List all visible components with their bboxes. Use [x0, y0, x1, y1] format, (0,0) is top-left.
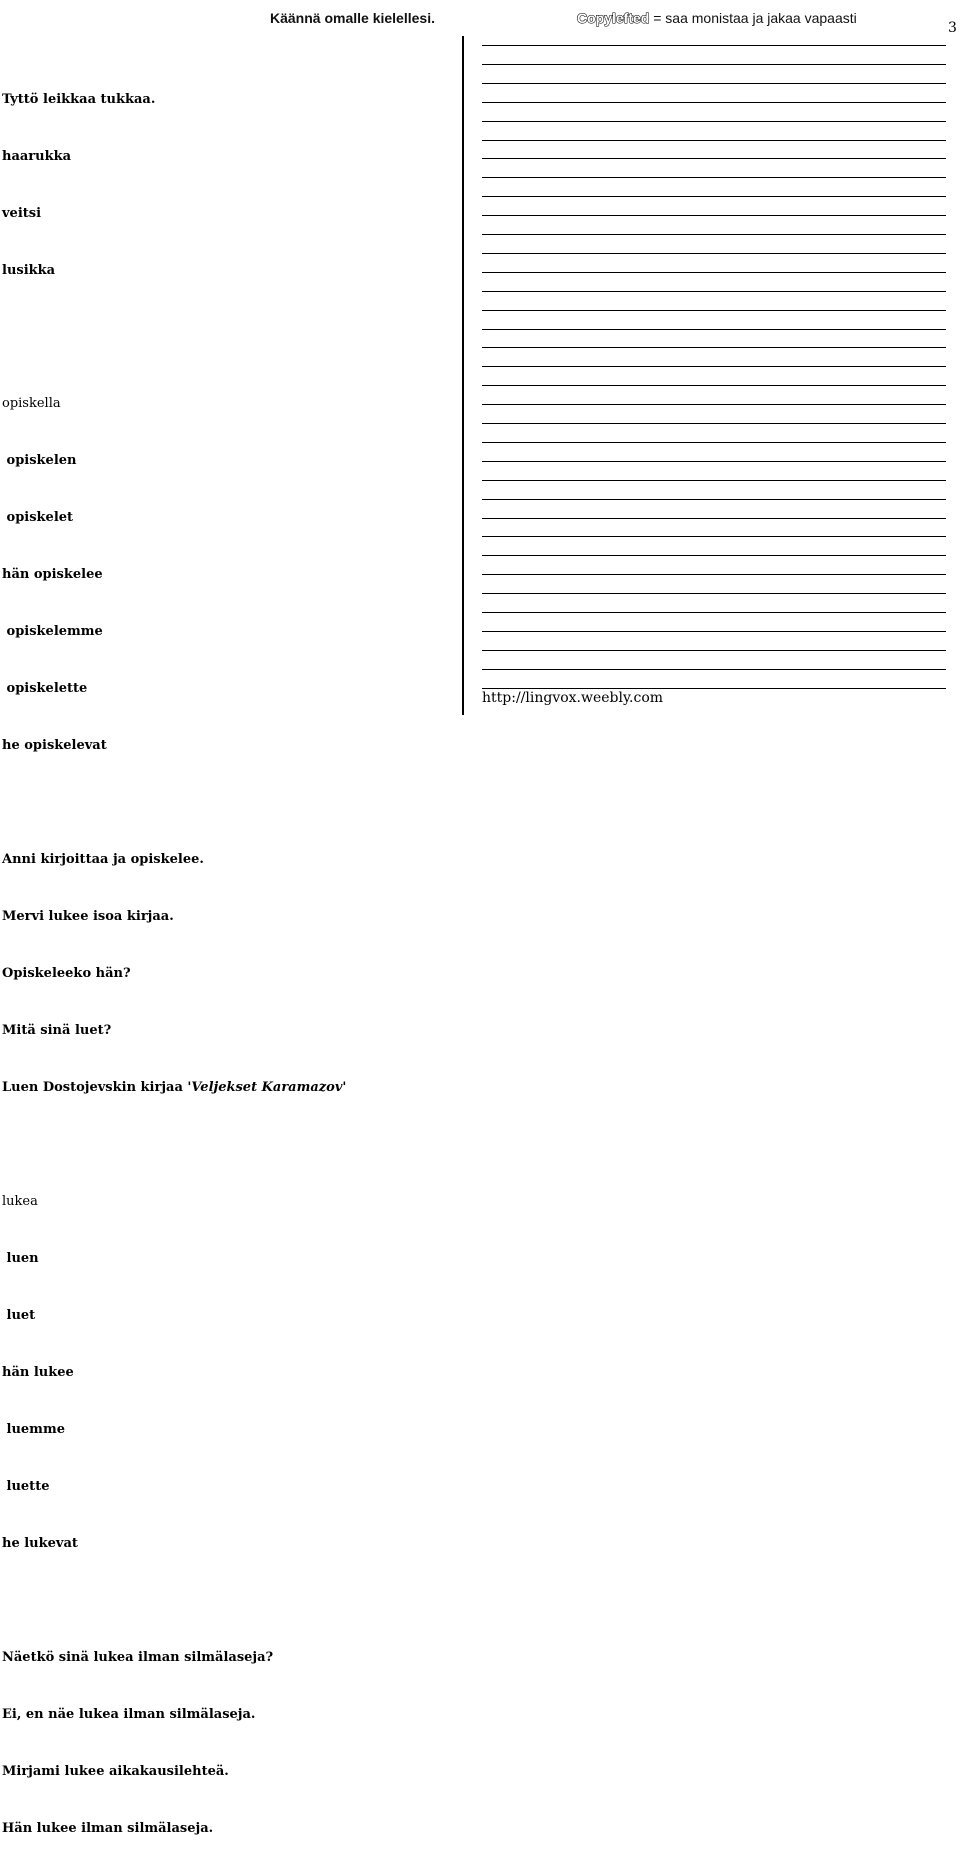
writing-line [482, 121, 946, 122]
copylefted-label: Copylefted [577, 10, 650, 26]
infinitive-line: opiskella [2, 396, 61, 411]
writing-line [482, 612, 946, 613]
writing-line [482, 650, 946, 651]
writing-line [482, 366, 946, 367]
writing-line [482, 518, 946, 519]
column-divider [462, 36, 464, 715]
writing-line [482, 669, 946, 670]
sentence-line [2, 1078, 346, 1097]
sentence-line: Hän lukee ilman silmälaseja. [2, 1821, 214, 1836]
sentence-line: Ei, en näe lukea ilman silmälaseja. [2, 1707, 256, 1722]
text-line: haarukka [2, 149, 72, 164]
writing-line [482, 83, 946, 84]
writing-line [482, 45, 946, 46]
writing-line [482, 291, 946, 292]
writing-line [482, 329, 946, 330]
writing-line [482, 140, 946, 141]
writing-line [482, 215, 946, 216]
writing-line [482, 631, 946, 632]
conjugation-line: luemme [2, 1422, 65, 1437]
writing-line [482, 593, 946, 594]
book-title: Veljekset Karamazov [191, 1080, 343, 1095]
writing-line [482, 310, 946, 311]
text-line: lusikka [2, 263, 56, 278]
sentence-suffix: ' [342, 1080, 347, 1095]
conjugation-line: hän opiskelee [2, 567, 103, 582]
writing-line [482, 461, 946, 462]
conjugation-line: opiskelen [2, 453, 77, 468]
conjugation-line: luet [2, 1308, 36, 1323]
sentence-line: Anni kirjoittaa ja opiskelee. [2, 852, 204, 867]
writing-line [482, 272, 946, 273]
writing-line [482, 64, 946, 65]
conjugation-line: hän lukee [2, 1365, 74, 1380]
writing-line [482, 480, 946, 481]
instruction-heading: Käännä omalle kielellesi. [270, 10, 435, 26]
page-number: 3 [948, 20, 957, 36]
writing-line [482, 385, 946, 386]
writing-line [482, 555, 946, 556]
conjugation-line: luen [2, 1251, 39, 1266]
conjugation-line: he opiskelevat [2, 738, 107, 753]
text-line: veitsi [2, 206, 42, 221]
writing-line [482, 499, 946, 500]
infinitive-line: lukea [2, 1194, 38, 1209]
writing-line [482, 158, 946, 159]
writing-line [482, 423, 946, 424]
license-note [577, 10, 857, 26]
writing-line [482, 234, 946, 235]
writing-line [482, 536, 946, 537]
writing-line [482, 688, 946, 689]
sentence-prefix: Luen Dostojevskin kirjaa ' [2, 1080, 192, 1095]
writing-line [482, 404, 946, 405]
text-line: Tyttö leikkaa tukkaa. [2, 92, 156, 107]
writing-line [482, 442, 946, 443]
conjugation-line: he lukevat [2, 1536, 78, 1551]
writing-line [482, 347, 946, 348]
sentence-line: Opiskeleeko hän? [2, 966, 131, 981]
writing-line [482, 177, 946, 178]
vocabulary-column [2, 52, 346, 1857]
sentence-line: Mitä sinä luet? [2, 1023, 112, 1038]
writing-line [482, 253, 946, 254]
conjugation-line: luette [2, 1479, 50, 1494]
writing-line [482, 102, 946, 103]
sentence-line: Näetkö sinä lukea ilman silmälaseja? [2, 1650, 274, 1665]
license-text: = saa monistaa ja jakaa vapaasti [649, 10, 857, 26]
writing-line [482, 196, 946, 197]
conjugation-line: opiskelemme [2, 624, 103, 639]
sentence-line: Mervi lukee isoa kirjaa. [2, 909, 174, 924]
website-url: http://lingvox.weebly.com [482, 690, 664, 706]
sentence-line: Mirjami lukee aikakausilehteä. [2, 1764, 229, 1779]
conjugation-line: opiskelette [2, 681, 88, 696]
writing-line [482, 574, 946, 575]
conjugation-line: opiskelet [2, 510, 74, 525]
